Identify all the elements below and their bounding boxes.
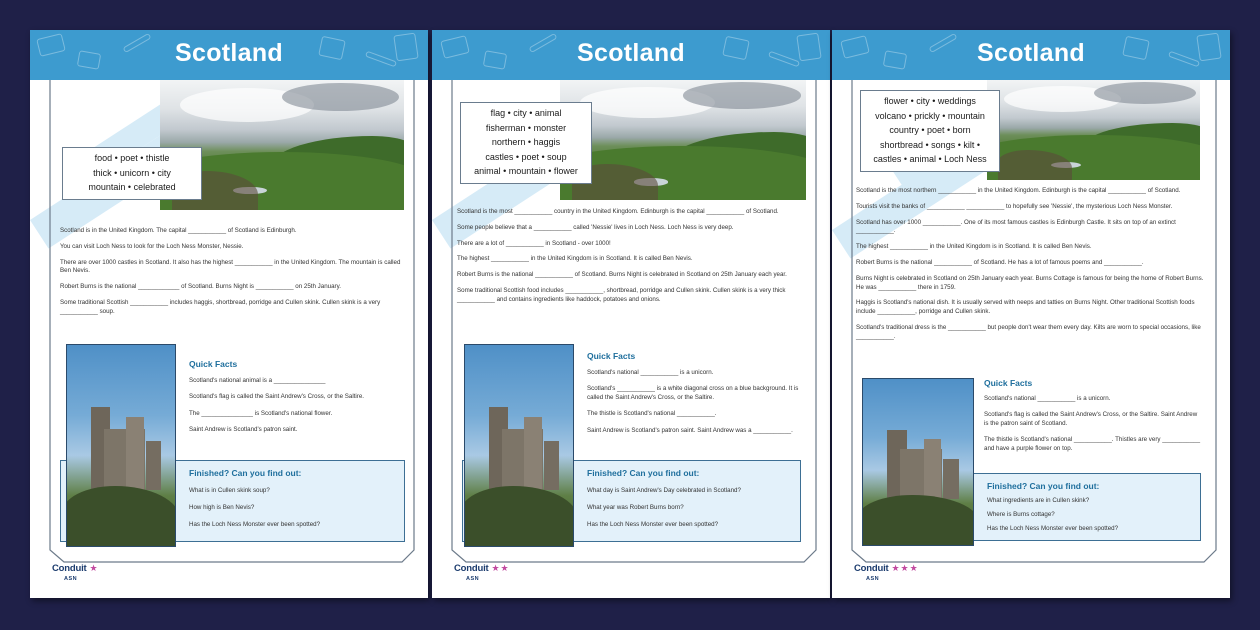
passage-paragraph: Some traditional Scottish food includes ___________, shortbread, porridge and Cullen skink. Cullen skink is a very thick ___________ and contains ingredients like haddock, potatoes and onions.: [457, 286, 786, 303]
word-bank: [62, 147, 202, 200]
word-bank-line: flower • city • weddings: [884, 96, 976, 106]
worksheet-title: Scotland: [977, 39, 1085, 67]
cloze-passage: [60, 227, 406, 324]
passage-paragraph: Robert Burns is the national ____________ of Scotland. Burns Night is ___________ on 25th January.: [60, 283, 341, 291]
passage-paragraph: Scotland has over 1000 ___________. One of its most famous castles is Edinburgh Castle. It sits on top of an extinct ___________.: [856, 218, 1176, 235]
word-bank-line: country • poet • born: [889, 125, 971, 135]
conduit-logo: [52, 558, 99, 582]
quick-facts-list: [984, 395, 1202, 461]
quick-facts-list: [189, 377, 407, 442]
worksheet-title: Scotland: [577, 39, 685, 67]
passage-paragraph: There are over 1000 castles in Scotland. It also has the highest ___________ in the United Kingdom. The mountain is called Ben Nevis.: [60, 258, 401, 275]
level-stars-icon: ★★★: [891, 563, 919, 573]
passage-paragraph: The highest ___________ in the United Kingdom is in Scotland. It is called Ben Nevis.: [457, 255, 693, 263]
word-bank-line: flag • city • animal: [490, 108, 562, 118]
finished-question: What ingredients are in Cullen skink?: [987, 497, 1090, 504]
brand-name: Conduit: [52, 563, 87, 574]
word-bank-line: fisherman • monster: [485, 122, 567, 133]
passage-paragraph: Some traditional Scottish ___________ includes haggis, shortbread, porridge and Cullen skink. Cullen skink is a very ___________ soup.: [60, 298, 381, 315]
word-bank: [460, 102, 592, 184]
brand-subtitle: ASN: [866, 576, 880, 582]
finished-heading: Finished? Can you find out:: [987, 481, 1100, 491]
quick-fact: Saint Andrew is Scotland's patron saint.: [189, 425, 298, 433]
conduit-logo: [454, 558, 510, 582]
word-bank: [860, 90, 1000, 172]
finished-question: What day is Saint Andrew's Day celebrated in Scotland?: [587, 487, 741, 494]
quick-fact: The _______________ is Scotland's national flower.: [189, 409, 333, 417]
finished-heading: Finished? Can you find out:: [587, 468, 700, 478]
castle-photo: [862, 378, 974, 546]
castle-photo: [66, 344, 176, 547]
word-bank-line: northern • haggis: [491, 137, 561, 147]
highlands-photo: [987, 80, 1200, 180]
word-bank-line: animal • mountain • flower: [474, 166, 578, 176]
finished-question: Has the Loch Ness Monster ever been spotted?: [587, 520, 719, 528]
worksheet-title: Scotland: [175, 39, 283, 67]
passage-paragraph: Scotland is the most ___________ country in the United Kingdom. Edinburgh is the capital ___________ of Scotland.: [457, 208, 779, 215]
word-bank-line: castles • poet • soup: [485, 151, 567, 162]
passage-paragraph: You can visit Loch Ness to look for the Loch Ness Monster, Nessie.: [60, 242, 244, 250]
header-band: [30, 30, 428, 80]
passage-paragraph: The highest ___________ in the United Kingdom is in Scotland. It is called Ben Nevis.: [856, 243, 1092, 251]
word-bank-line: volcano • prickly • mountain: [875, 110, 985, 121]
quick-fact: Scotland's ___________ is a white diagonal cross on a blue background. It is called the Saint Andrew's Cross, or the Saltire.: [587, 385, 799, 402]
quick-facts-list: [587, 369, 802, 443]
passage-paragraph: Robert Burns is the national ___________ of Scotland. He has a lot of famous poems and ___________.: [856, 258, 1144, 266]
quick-fact: Scotland's flag is called the Saint Andrew's Cross, or the Saltire. Saint Andrew is the patron saint of Scotland.: [984, 411, 1198, 428]
finished-question: How high is Ben Nevis?: [189, 503, 255, 511]
word-bank-line: castles • animal • Loch Ness: [873, 154, 987, 164]
quick-facts-heading: Quick Facts: [587, 351, 636, 361]
castle-photo: [464, 344, 574, 547]
quick-fact: Scotland's national animal is a _______________: [189, 377, 326, 384]
conduit-logo: [854, 558, 919, 582]
brand-name: Conduit: [454, 563, 489, 574]
finished-questions: [189, 487, 401, 537]
passage-paragraph: Scotland is the most northern ___________ in the United Kingdom. Edinburgh is the capital ___________ of Scotland.: [856, 187, 1181, 194]
brand-subtitle: ASN: [64, 576, 78, 582]
worksheet-3: [832, 30, 1230, 598]
quick-facts-heading: Quick Facts: [984, 378, 1033, 388]
quick-fact: Scotland's national ___________ is a unicorn.: [587, 369, 714, 376]
level-stars-icon: ★: [89, 563, 99, 573]
word-bank-line: food • poet • thistle: [94, 153, 170, 163]
finished-question: What year was Robert Burns born?: [587, 503, 684, 511]
highlands-photo: [560, 80, 806, 200]
header-band: [432, 30, 830, 80]
passage-paragraph: Robert Burns is the national ___________ of Scotland. Burns Night is celebrated in Scotland on 25th January each year.: [457, 271, 787, 279]
quick-fact: Scotland's national ___________ is a unicorn.: [984, 395, 1111, 402]
cloze-passage: [457, 208, 803, 312]
quick-fact: The thistle is Scotland's national ___________.: [587, 410, 717, 418]
passage-paragraph: Tourists visit the banks of ___________ ___________ to hopefully see 'Nessie', the mysterious Loch Ness Monster.: [856, 202, 1173, 210]
passage-paragraph: Scotland's traditional dress is the ___________ but people don't wear them every day. Kilts are worn to special occasions, like ___________.: [856, 323, 1201, 340]
quick-fact: Saint Andrew is Scotland's patron saint. Saint Andrew was a ___________.: [587, 426, 793, 434]
quick-fact: Scotland's flag is called the Saint Andrew's Cross, or the Saltire.: [189, 393, 365, 401]
quick-fact: The thistle is Scotland's national ___________. Thistles are very ___________ and have a purple flower on top.: [984, 436, 1201, 453]
quick-facts-heading: Quick Facts: [189, 359, 238, 369]
brand-subtitle: ASN: [466, 576, 480, 582]
header-band: [832, 30, 1230, 80]
worksheet-1: [30, 30, 428, 598]
passage-paragraph: Some people believe that a ___________ called 'Nessie' lives in Loch Ness. Loch Ness is very deep.: [457, 223, 734, 231]
cloze-passage: [856, 187, 1204, 349]
finished-questions: [587, 487, 797, 537]
passage-paragraph: Haggis is Scotland's national dish. It is usually served with neeps and tatties on Burns Night. Other traditional Scottish foods include ___________, porridge and Cullen skink.: [856, 299, 1195, 316]
finished-question: What is in Cullen skink soup?: [189, 487, 270, 494]
word-bank-line: thick • unicorn • city: [93, 167, 171, 178]
passage-paragraph: Burns Night is celebrated in Scotland on 25th January each year. Burns Cottage is famous for being the home of Robert Burns. He was ___________ there in 1759.: [856, 274, 1204, 291]
passage-paragraph: Scotland is in the United Kingdom. The capital ___________ of Scotland is Edinburgh.: [60, 227, 297, 234]
finished-question: Has the Loch Ness Monster ever been spotted?: [987, 524, 1119, 532]
worksheet-2: [432, 30, 830, 598]
level-stars-icon: ★★: [491, 563, 510, 573]
finished-questions: [987, 497, 1197, 541]
finished-question: Has the Loch Ness Monster ever been spotted?: [189, 520, 321, 528]
word-bank-line: mountain • celebrated: [88, 182, 176, 192]
finished-question: Where is Burns cottage?: [987, 510, 1055, 518]
word-bank-line: shortbread • songs • kilt •: [880, 139, 980, 150]
brand-name: Conduit: [854, 563, 889, 574]
passage-paragraph: There are a lot of ___________ in Scotland - over 1000!: [457, 239, 611, 247]
finished-heading: Finished? Can you find out:: [189, 468, 302, 478]
